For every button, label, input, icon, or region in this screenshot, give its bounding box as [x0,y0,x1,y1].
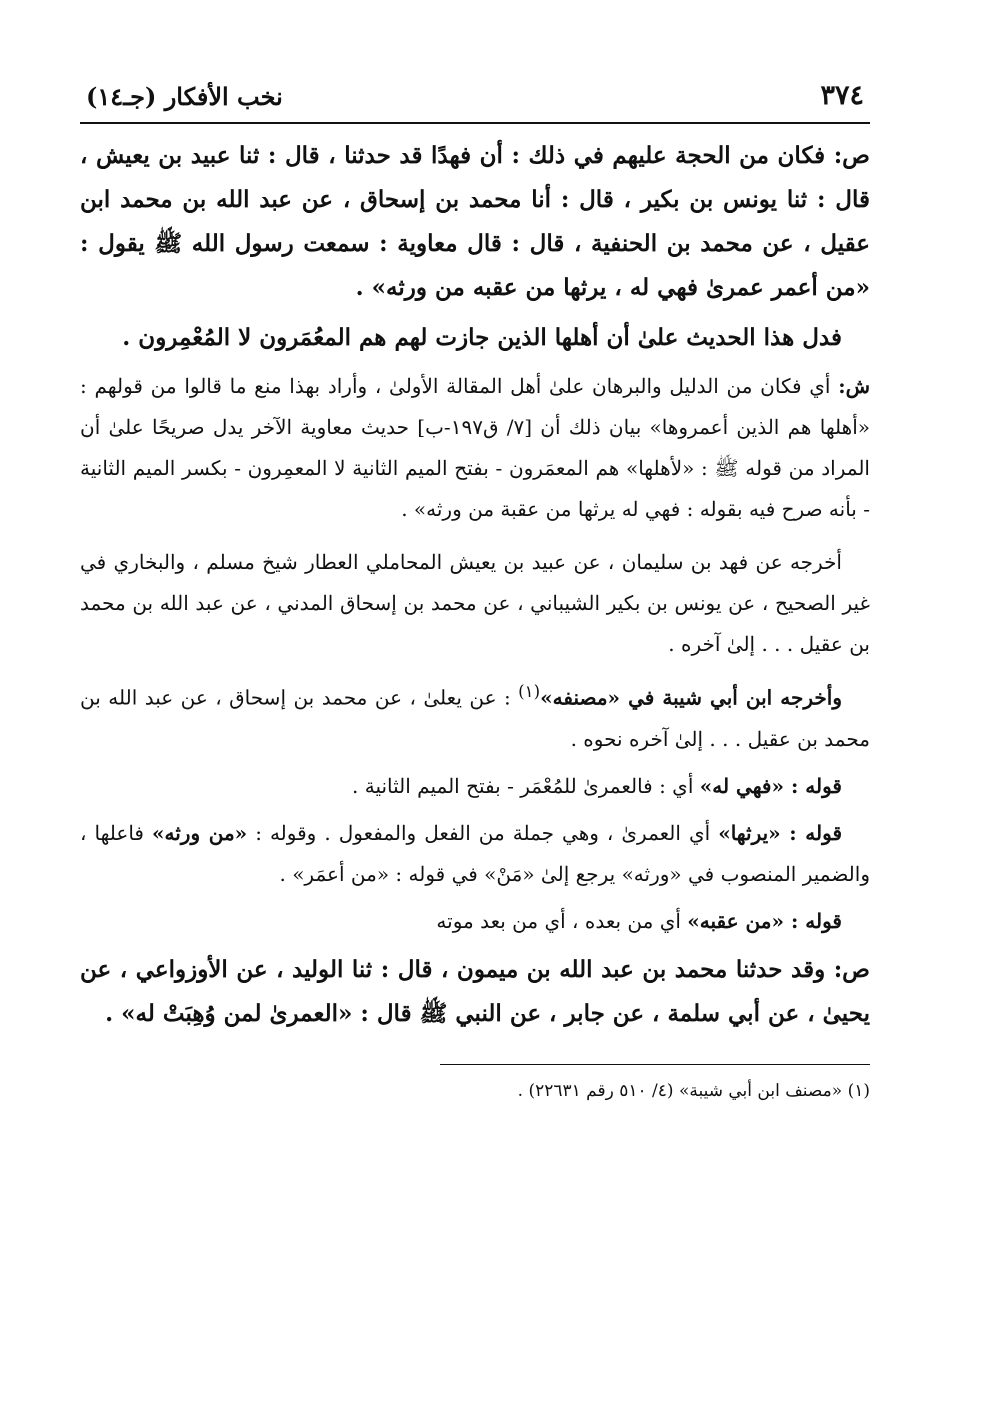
takhrij-paragraph-2 [80,671,870,760]
gloss-paragraph-3 [80,901,870,942]
takhrij-paragraph-1: أخرجه عن فهد بن سليمان ، عن عبيد بن يعيش المحاملي العطار شيخ مسلم ، والبخاري في غير الصحيح ، عن يونس بن بكير الشيباني ، عن محمد بن إسحاق المدني ، عن عبد الله بن محمد بن عقيل . . . إلىٰ آخره . [80,550,871,656]
hadith-text-1: ص: فكان من الحجة عليهم في ذلك : أن فهدًا قد حدثنا ، قال : ثنا عبيد بن يعيش ، قال : ثنا يونس بن بكير ، قال : أنا محمد بن إسحاق ، عن عبد الله بن محمد ابن عقيل ، عن محمد بن الحنفية ، قال : قال معاوية : سمعت رسول الله ﷺ يقول : «من أعمر عمرىٰ فهي له ، يرثها من عقبه من ورثه» . [80,142,870,301]
takhrij-text: : عن يعلىٰ ، عن محمد بن إسحاق ، عن عبد الله بن محمد بن عقيل . . . إلىٰ آخره نحوه . [80,685,870,751]
gloss-term: قوله : «من عقبه» [687,908,842,933]
gloss-term-2: «من ورثه» [152,820,248,845]
commentary-text: أي فكان من الدليل والبرهان علىٰ أهل المقالة الأولىٰ ، وأراد بهذا منع ما قالوا من قولهم : «أهلها هم الذين أعمروها» بيان ذلك أن [٧/ ق١٩٧-ب] حديث معاوية الآخر يدل صريحًا علىٰ أن المراد من قوله ﷺ : «لأهلها» هم المعمَرون - بفتح الميم الثانية لا المعمِرون - بكسر الميم الثانية - بأنه صرح فيه بقوله : فهي له يرثها من عقبة من ورثه» . [80,374,870,521]
page-header [80,78,870,124]
page-number: ٣٧٤ [820,80,864,111]
commentary-paragraph [80,366,870,530]
footnote-ref[interactable]: (١) [518,682,541,701]
page-body [80,124,870,1109]
gloss-text: أي العمرىٰ ، وهي جملة من الفعل والمفعول . وقوله : [247,820,719,845]
gloss-term: قوله : «فهي له» [699,773,842,798]
commentary-marker: ش: [838,374,870,398]
gloss-text-2: فاعلها ، والضمير المنصوب في «ورثه» يرجع إلىٰ «مَنْ» في قوله : «من أعمَر» . [80,820,870,886]
hadith-text-2: ص: وقد حدثنا محمد بن عبد الله بن ميمون ، قال : ثنا الوليد ، عن الأوزواعي ، عن يحيىٰ ، عن أبي سلمة ، عن جابر ، عن النبي ﷺ قال : «العمرىٰ لمن وُهِبَتْ له» . [80,955,870,1027]
takhrij-source: وأخرجه ابن أبي شيبة في «مصنفه» [540,685,842,710]
running-title: نخب الأفكار (جـ١٤) [86,82,283,111]
conclusion-text: فدل هذا الحديث علىٰ أن أهلها الذين جازت لهم هم المعُمَرون لا المُعْمِرون . [122,324,842,351]
gloss-paragraph-1 [80,766,870,807]
gloss-text: أي : فالعمرىٰ للمُعْمَر - بفتح الميم الثانية . [352,773,700,798]
gloss-text: أي من بعده ، أي من بعد موته [436,908,688,933]
footnote: (١) «مصنف ابن أبي شيبة» (٤/ ٥١٠ رقم ٢٢٦٣١) . [517,1080,870,1101]
gloss-paragraph-2 [80,813,870,895]
book-page [80,78,870,1378]
gloss-term: قوله : «يرثها» [718,820,842,845]
